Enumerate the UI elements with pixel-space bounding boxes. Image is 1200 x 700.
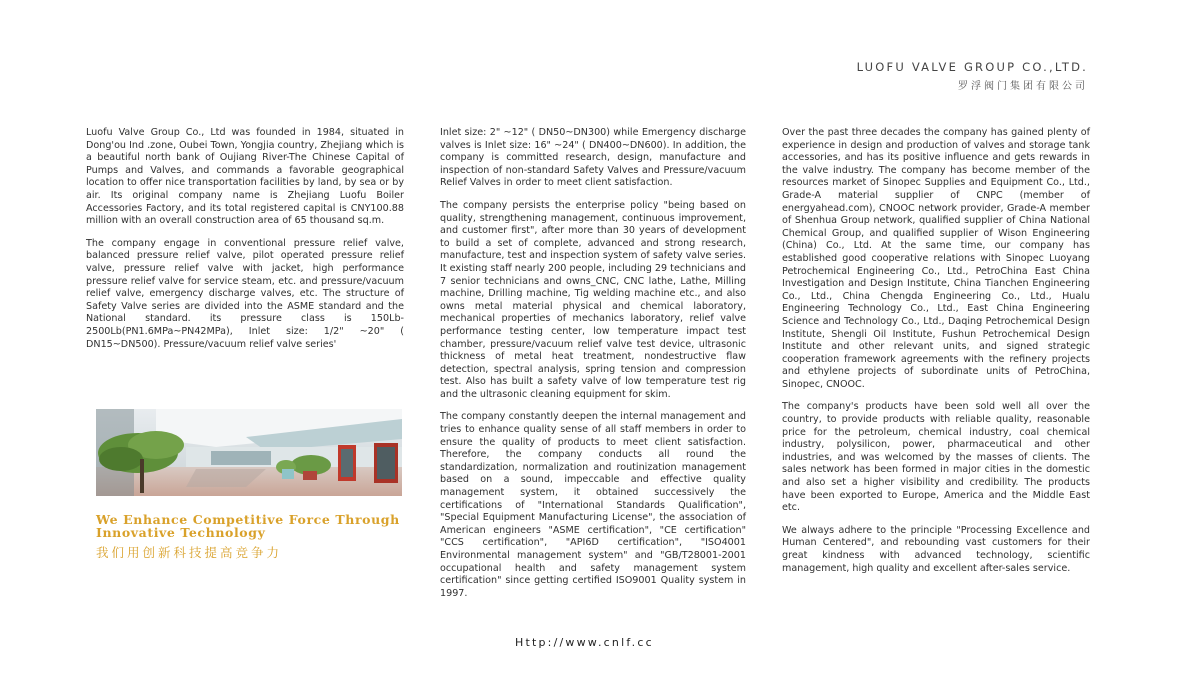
- slogan-en: We Enhance Competitive Force Through Innovative Technology: [96, 512, 400, 540]
- paragraph-products: The company engage in conventional pressure relief valve, balanced pressure relief valve, pilot operated pressure relief valve, pressure relief valve with jacket, high performance pressure relief valve for service steam, etc. and pressure/vacuum relief valve, emergency discharge valves, etc. The structure of Safety Valve series are divided into the ASME standard and the National standard. its pressure class is 150Lb-2500Lb(PN1.6MPa~PN42MPa), Inlet size: 1/2" ~20" ( DN15~DN500). Pressure/vacuum relief valve series': [86, 237, 404, 350]
- company-header: [857, 60, 1088, 92]
- company-name-cn: 罗浮阀门集团有限公司: [958, 81, 1088, 92]
- paragraph-inlet-sizes: Inlet size: 2" ~12" ( DN50~DN300) while Emergency discharge valves is Inlet size: 16" ~24" ( DN400~DN600). In addition, the company is committed research, design, manufacture and inspection of non-standard Safety Valves and Pressure/vacuum Relief Valves in order to meet client satisfaction.: [440, 127, 746, 189]
- paragraph-founding: Luofu Valve Group Co., Ltd was founded in 1984, situated in Dong'ou Ind .zone, Oubei Town, Yongjia country, Zhejiang which is a beautiful north bank of Oujiang River-The Chinese Capital of Pumps and Valves, and commands a favorable geographical location to offer nice transportation facilities by land, by sea or by air. Its original company name is Zhejiang Luofu Boiler Accessories Factory, and its total registered capital is CNY100.88 million with an overall construction area of 65 thousand sq.m.: [86, 127, 404, 227]
- lobby-photo: [96, 409, 402, 496]
- paragraph-certifications: The company constantly deepen the internal management and tries to enhance quality sense of all staff members in order to ensure the quality of products to meet client satisfaction. Therefore, the company conducts all round the standardization, normalization and routinization management based on a sound, impeccable and effective quality management system, it obtained successively the certifications of "International Standards Qualification", "Special Equipment Manufacturing License", the association of American engineers "ASME certification", "CE certification" "CCS certification", "API6D certification", "ISO4001 Environmental management system" and "GB/T28001-2001 occupational health and safety management system certification" since getting certified ISO9001 Quality system in 1997.: [440, 411, 746, 599]
- text-column-1: [86, 127, 404, 361]
- paragraph-sales: The company's products have been sold well all over the country, to provide products with reliable quality, reasonable price for the petroleum, chemical industry, coal chemical industry, polysilicon, power, pharmaceutical and other industries, and was welcomed by the masses of clients. The sales network has been formed in major cities in the domestic and also set a higher visibility and credibility. The products have been exported to Europe, America and the Middle East etc.: [782, 401, 1090, 514]
- text-column-3: [782, 127, 1090, 585]
- slogan-cn: 我们用创新科技提高竞争力: [96, 545, 283, 560]
- slogan: [96, 514, 416, 561]
- company-name-en: LUOFU VALVE GROUP CO.,LTD.: [856, 60, 1088, 74]
- lobby-image: [96, 409, 402, 496]
- paragraph-enterprise-policy: The company persists the enterprise policy "being based on quality, strengthening management, continuous improvement, and customer first", after more than 30 years of development to build a set of complete, advanced and strong research, manufacture, test and inspection system of safety valve series. It existing staff nearly 200 people, including 29 technicians and 7 senior technicians and owns_CNC, CNC lathe, Lathe, Milling machine, Drilling machine, Tig welding machine etc., and also owns metal material physical and chemical laboratory, mechanical properties of mechanics laboratory, relief valve performance testing center, low temperature impact test chamber, pressure/vacuum relief valve test device, ultrasonic thickness of metal heat treatment, nondestructive flaw detection, spectral analysis, spring tension and compression test. Also has built a safety valve of low temperature test rig and the ultrasonic cleaning equipment for skim.: [440, 199, 746, 400]
- text-column-2: [440, 127, 746, 610]
- paragraph-experience: Over the past three decades the company has gained plenty of experience in design and production of valves and storage tank accessories, and has its positive influence and gets rewards in the valve industry. The company has become member of the resources market of Sinopec Supplies and Equipment Co., Ltd., Grade-A material supplier of CNPC (member of energyahead.com), CNOOC network provider, Grade-A member of Shenhua Group network, qualified supplier of China National Chemical Group, and qualified supplier of Wison Engineering (China) Co., Ltd. At the same time, our company has established good cooperative relations with Sinopec Luoyang Petrochemical Engineering Co., Ltd., PetroChina East China Investigation and Design Institute, China Tianchen Engineering Co., Ltd., China Chengda Engineering Co., Ltd., Hualu Engineering Technology Co., Ltd., East China Engineering Science and Technology Co., Ltd., Daqing Petrochemical Design Institute, Shengli Oil Institute, Fushun Petrochemical Design Institute and other relevant units, and signed strategic cooperation framework agreements with the refinery projects and ethylene projects of subordinate units of PetroChina, Sinopec, CNOOC.: [782, 127, 1090, 390]
- website-url[interactable]: Http://www.cnlf.cc: [515, 636, 654, 649]
- paragraph-principle: We always adhere to the principle "Processing Excellence and Human Centered", and rebounding vast customers for their great kindness with advanced technology, scientific management, high quality and excellent after-sales service.: [782, 524, 1090, 574]
